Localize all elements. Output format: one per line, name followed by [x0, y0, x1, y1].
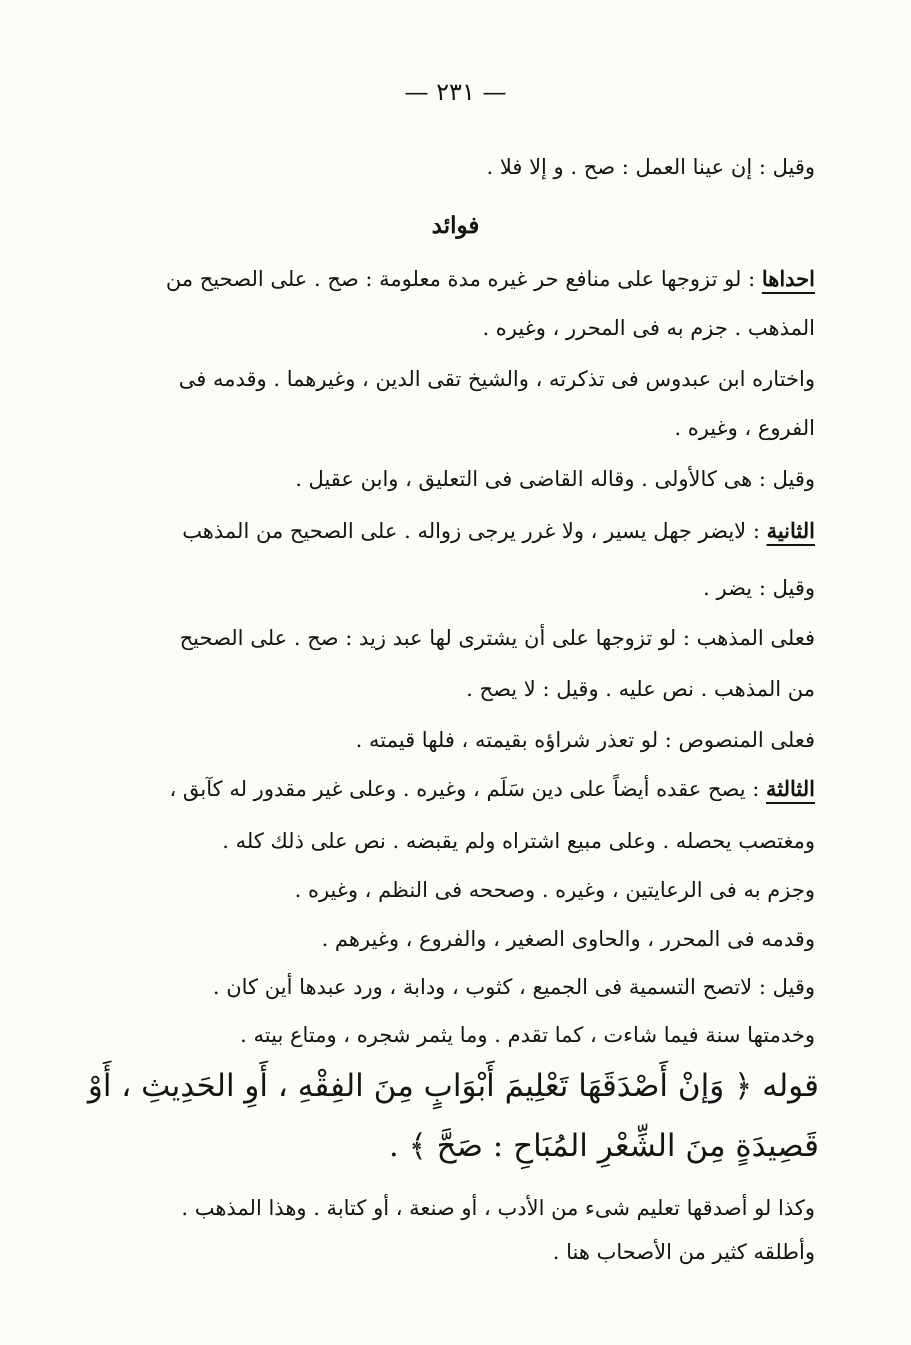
text-line: واختاره ابن عبدوس فى تذكرته ، والشيخ تقى الدين ، وغيرهما . وقدمه فى: [178, 367, 815, 391]
text-line: الثانية : لايضر جهل يسير ، ولا غرر يرجى زواله . على الصحيح من المذهب: [182, 518, 815, 543]
text-line: وقدمه فى المحرر ، والحاوى الصغير ، والفروع ، وغيرهم .: [321, 927, 815, 951]
page-number: — ٢٣١ —: [404, 78, 507, 106]
text-line: وأطلقه كثير من الأصحاب هنا .: [552, 1240, 815, 1264]
quoted-matn-line: قَصِيدَةٍ مِنَ الشِّعْرِ المُبَاحِ : صَحَّ ﴾ .: [388, 1128, 819, 1164]
point-label: احداها: [761, 266, 815, 291]
text-line: ومغتصب يحصله . وعلى مبيع اشتراه ولم يقبضه . نص على ذلك كله .: [222, 829, 815, 853]
text-line: وجزم به فى الرعايتين ، وغيره . وصححه فى النظم ، وغيره .: [294, 878, 815, 902]
text-line: فعلى المنصوص : لو تعذر شراؤه بقيمته ، فلها قيمته .: [355, 728, 815, 752]
text-line: المذهب . جزم به فى المحرر ، وغيره .: [482, 316, 815, 340]
text-line: وقيل : يضر .: [703, 576, 815, 600]
text-line: وقيل : هى كالأولى . وقاله القاضى فى التعليق ، وابن عقيل .: [295, 467, 815, 491]
text-line: وخدمتها سنة فيما شاءت ، كما تقدم . وما يثمر شجره ، ومتاع بيته .: [240, 1023, 815, 1047]
text-line: الفروع ، وغيره .: [674, 416, 815, 440]
text-line: الثالثة : يصح عقده أيضاً على دين سَلَم ، وغيره . وعلى غير مقدور له كآبق ،: [169, 776, 815, 801]
text-line: من المذهب . نص عليه . وقيل : لا يصح .: [466, 677, 815, 701]
quoted-matn-line: قوله ﴿ وَإنْ أَصْدَقَهَا تَعْلِيمَ أَبْوَابٍ مِنَ الفِقْهِ ، أَوِ الحَدِيثِ ، أَوْ: [87, 1068, 819, 1104]
text-line: وكذا لو أصدقها تعليم شىء من الأدب ، أو صنعة ، أو كتابة . وهذا المذهب .: [181, 1196, 815, 1220]
point-label: الثالثة: [766, 776, 815, 801]
point-label: الثانية: [766, 518, 815, 543]
text-line: فعلى المذهب : لو تزوجها على أن يشترى لها عبد زيد : صح . على الصحيح: [179, 626, 815, 650]
text-line: وقيل : لاتصح التسمية فى الجميع ، كثوب ، ودابة ، ورد عبدها أين كان .: [212, 975, 815, 999]
text-line: احداها : لو تزوجها على منافع حر غيره مدة معلومة : صح . على الصحيح من: [165, 266, 815, 291]
text-line: وقيل : إن عينا العمل : صح . و إلا فلا .: [486, 155, 815, 179]
section-heading: فوائد: [431, 212, 480, 239]
